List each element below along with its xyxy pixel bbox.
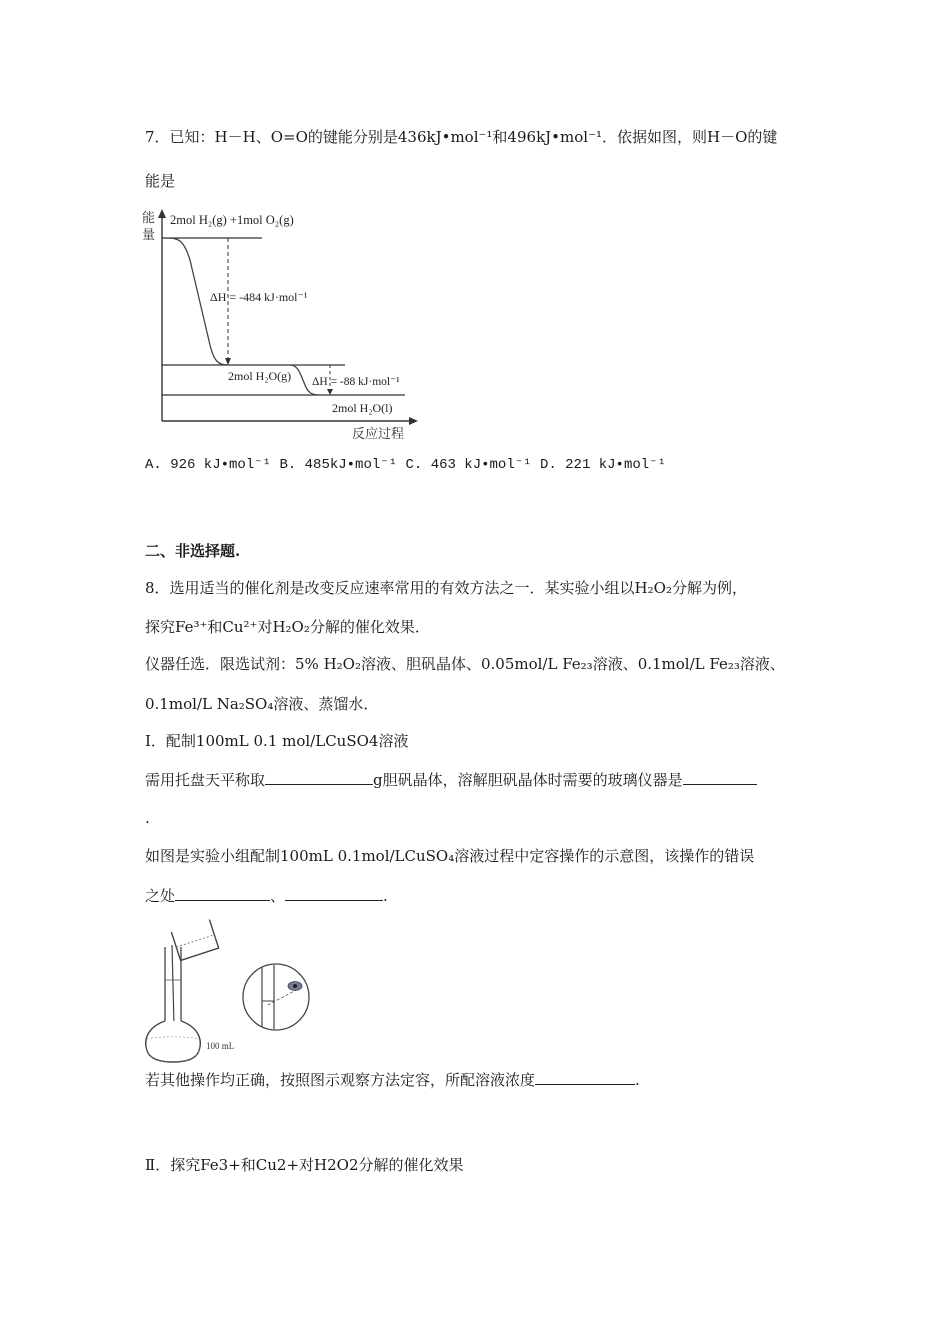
y-axis-arrow xyxy=(158,209,166,218)
answer-blank-mass[interactable] xyxy=(265,768,373,785)
h2o-gas-label: 2mol H₂O(g) xyxy=(228,369,292,383)
q8-c-end: . xyxy=(635,1071,640,1089)
q8-b-sep: 、 xyxy=(270,887,286,905)
dh1-label: ΔH = -484 kJ·mol⁻¹ xyxy=(210,290,308,304)
q8-question-c xyxy=(145,1068,640,1091)
q8-b-end: . xyxy=(383,887,388,905)
y-axis-label-1: 能 xyxy=(142,210,156,225)
q8-b-prefix: 之处 xyxy=(145,887,176,905)
q8-line-4: 0.1mol/L Na₂SO₄溶液、蒸馏水． xyxy=(145,695,379,713)
q7-line-2: 能是 xyxy=(145,172,176,190)
q8-a-end: . xyxy=(145,809,150,827)
dh2-label: ΔH = -88 kJ·mol⁻¹ xyxy=(312,376,400,388)
q8-question-a xyxy=(145,768,757,791)
flask-volume-label: 100 mL xyxy=(206,1041,235,1051)
q7-options: A. 926 kJ•mol⁻¹ B. 485kJ•mol⁻¹ C. 463 kJ•mol⁻¹ D. 221 kJ•mol⁻¹ xyxy=(145,457,666,473)
beaker-icon xyxy=(171,920,218,961)
flask-illustration xyxy=(140,915,330,1065)
q8-line-1: 8．选用适当的催化剂是改变反应速率常用的有效方法之一．某实验小组以H₂O₂分解为例， xyxy=(145,579,747,597)
q8-a-mid: g胆矾晶体，溶解胆矾晶体时需要的玻璃仪器是 xyxy=(373,771,683,789)
answer-blank-glassware[interactable] xyxy=(683,768,757,785)
reactants-label: 2mol H₂(g) +1mol O₂(g) xyxy=(170,213,294,227)
q8-part-1-title: Ⅰ．配制100mL 0.1 mol/LCuSO4溶液 xyxy=(145,732,409,750)
q8-question-b-line-2 xyxy=(145,884,388,907)
answer-blank-error-2[interactable] xyxy=(285,884,383,901)
h2o-liquid-label: 2mol H₂O(l) xyxy=(332,401,393,415)
flask-bulb xyxy=(146,1021,201,1062)
q8-c-prefix: 若其他操作均正确，按照图示观察方法定容，所配溶液浓度 xyxy=(145,1071,536,1089)
dh2-arrowhead xyxy=(327,389,333,395)
magnifier-circle xyxy=(243,964,309,1030)
section-2-heading: 二、非选择题. xyxy=(145,542,241,560)
x-axis-label: 反应过程 xyxy=(352,426,405,441)
y-axis-label-2: 量 xyxy=(142,227,156,242)
answer-blank-error-1[interactable] xyxy=(175,884,270,901)
dh1-arrowhead xyxy=(225,358,231,365)
q8-line-2: 探究Fe³⁺和Cu²⁺对H₂O₂分解的催化效果． xyxy=(145,618,430,636)
q8-line-3: 仪器任选．限选试剂：5% H₂O₂溶液、胆矾晶体、0.05mol/L Fe₂₃溶液、0.1mol/L Fe₂₃溶液、 xyxy=(145,655,785,673)
energy-diagram xyxy=(140,205,430,445)
q7-line-1: 7．已知：H－H、O=O的键能分别是436kJ•mol⁻¹和496kJ•mol⁻¹．依据如图，则H－O的键 xyxy=(145,128,778,146)
q8-a-prefix: 需用托盘天平称取 xyxy=(145,771,266,789)
glass-rod xyxy=(172,945,174,1025)
answer-blank-concentration[interactable] xyxy=(535,1068,635,1085)
q8-part-2-title: Ⅱ．探究Fe3+和Cu2+对H2O2分解的催化效果 xyxy=(145,1156,464,1174)
x-axis-arrow xyxy=(409,417,418,425)
q8-question-b-line-1: 如图是实验小组配制100mL 0.1mol/LCuSO₄溶液过程中定容操作的示意图，该操作的错误 xyxy=(145,847,755,865)
